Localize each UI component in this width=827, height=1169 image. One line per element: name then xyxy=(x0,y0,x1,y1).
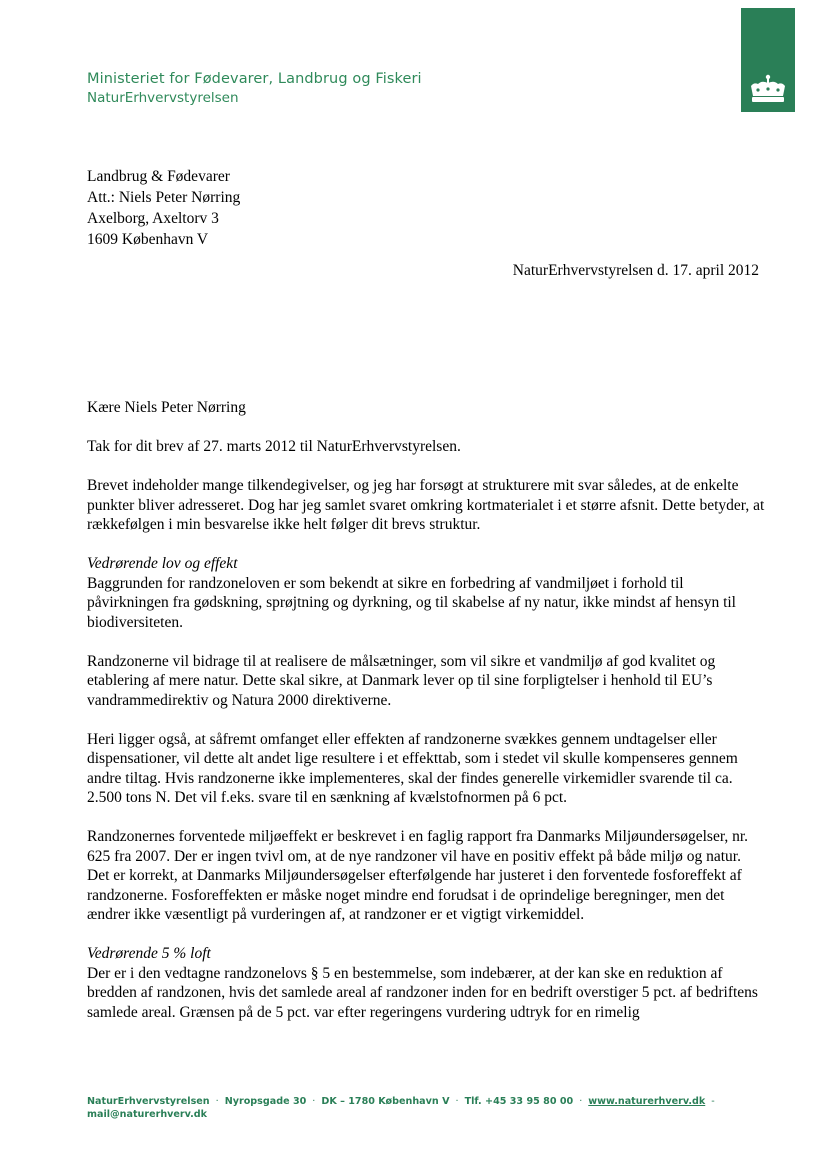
salutation: Kære Niels Peter Nørring xyxy=(87,399,246,416)
letter-date: NaturErhvervstyrelsen d. 17. april 2012 xyxy=(512,262,759,279)
footer-address: Nyropsgade 30 xyxy=(224,1096,307,1107)
paragraph: Der er i den vedtagne randzonelovs § 5 en bestemmelse, som indebærer, at der kan ske en reduktion af bredden af randzonen, hvis det samlede areal af randzoner inden for en bedrift overstiger 5 pct. af bedriftens samlede areal. Grænsen på de 5 pct. var efter regeringens vurdering udtryk for en rimelig xyxy=(87,964,758,1021)
footer-city: DK – 1780 København V xyxy=(321,1096,450,1107)
paragraph: Heri ligger også, at såfremt omfanget eller effekten af randzonerne svækkes gennem undtagelser eller dispensationer, vil dette alt andet lige resultere i et effekttab, som i stedet vil skulle kompenseres gennem andre tiltag. Hvis randzonerne ikke implementeres, skal der findes generelle virkemidler svarende til ca. 2.500 tons N. Det vil f.eks. svare til en sænkning af kvælstofnormen på 6 pct. xyxy=(87,730,738,806)
paragraph: Randzonerne vil bidrage til at realisere de målsætninger, som vil sikre et vandmiljø af god kvalitet og etablering af mere natur. Dette skal sikre, at Danmark lever op til sine forpligtelser i henhold til EU’s vandrammedirektiv og Natura 2000 direktiverne. xyxy=(87,652,716,709)
paragraph: Brevet indeholder mange tilkendegivelser, og jeg har forsøgt at strukturere mit svar således, at de enkelte punkter bliver adresseret. Dog har jeg samlet svaret omkring kortmaterialet i et større afsnit. Dette betyder, at rækkefølgen i min besvarelse ikke helt følger dit brevs struktur. xyxy=(87,477,765,533)
footer-phone: Tlf. +45 33 95 80 00 xyxy=(464,1096,574,1107)
recipient-address xyxy=(87,166,240,250)
section-heading: Vedrørende lov og effekt xyxy=(87,555,238,572)
paragraph: Tak for dit brev af 27. marts 2012 til NaturErhvervstyrelsen. xyxy=(87,438,461,455)
footer-separator: - xyxy=(711,1096,715,1107)
page-footer xyxy=(87,1095,767,1121)
footer-web-link[interactable]: www.naturerhverv.dk xyxy=(588,1096,706,1107)
footer-agency: NaturErhvervstyrelsen xyxy=(87,1096,210,1107)
footer-email-link[interactable]: mail@naturerhverv.dk xyxy=(87,1109,208,1120)
recipient-line: Landbrug & Fødevarer xyxy=(87,168,230,185)
footer-separator: · xyxy=(455,1096,459,1107)
recipient-line: 1609 København V xyxy=(87,231,209,248)
footer-separator: · xyxy=(579,1096,583,1107)
ministry-name: Ministeriet for Fødevarer, Landbrug og Fiskeri xyxy=(87,71,422,87)
footer-separator: · xyxy=(215,1096,219,1107)
letterhead xyxy=(87,70,422,108)
recipient-line: Att.: Niels Peter Nørring xyxy=(87,189,241,206)
paragraph: Randzonernes forventede miljøeffekt er beskrevet i en faglig rapport fra Danmarks Miljøundersøgelser, nr. 625 fra 2007. Der er ingen tvivl om, at de nye randzoner vil have en positiv effekt på både miljø og natur. Det er korrekt, at Danmarks Miljøundersøgelser efterfølgende har justeret i den forventede fosforeffekt af randzonerne. Fosforeffekten er måske noget mindre end forudsat i de oprindelige beregninger, men det ændrer ikke væsentligt på vurderingen af, at randzoner er et vigtigt virkemiddel. xyxy=(87,828,749,923)
letter-body xyxy=(87,398,767,1042)
section-heading: Vedrørende 5 % loft xyxy=(87,945,211,962)
footer-separator: · xyxy=(312,1096,316,1107)
recipient-line: Axelborg, Axeltorv 3 xyxy=(87,210,219,227)
agency-name: NaturErhvervstyrelsen xyxy=(87,90,239,106)
crown-logo-icon xyxy=(741,8,795,112)
paragraph: Baggrunden for randzoneloven er som bekendt at sikre en forbedring af vandmiljøet i forhold til påvirkningen fra gødskning, sprøjtning og dyrkning, og til skabelse af ny natur, ikke mindst af hensyn til biodiversiteten. xyxy=(87,574,736,631)
